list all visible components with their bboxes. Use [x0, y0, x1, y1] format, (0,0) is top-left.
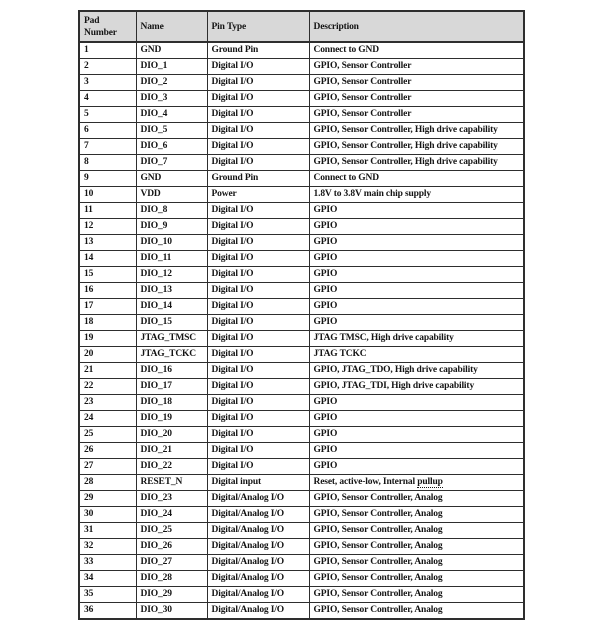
cell-name: DIO_22 [136, 459, 207, 475]
table-row [79, 315, 524, 331]
cell-pin-type: Digital I/O [207, 155, 309, 171]
cell-pin-type: Digital I/O [207, 91, 309, 107]
cell-pad-number: 13 [79, 235, 136, 251]
cell-name: DIO_19 [136, 411, 207, 427]
cell-name: DIO_6 [136, 139, 207, 155]
cell-pin-type: Digital I/O [207, 267, 309, 283]
cell-description: GPIO [309, 267, 524, 283]
cell-description: GPIO, Sensor Controller [309, 91, 524, 107]
cell-description: GPIO, Sensor Controller, Analog [309, 603, 524, 620]
table-row [79, 123, 524, 139]
cell-description: JTAG TCKC [309, 347, 524, 363]
table-row [79, 523, 524, 539]
cell-pad-number: 17 [79, 299, 136, 315]
cell-pin-type: Digital I/O [207, 251, 309, 267]
table-row [79, 107, 524, 123]
cell-pin-type: Digital I/O [207, 395, 309, 411]
cell-name: DIO_17 [136, 379, 207, 395]
table-row [79, 42, 524, 59]
cell-pin-type: Digital/Analog I/O [207, 603, 309, 620]
cell-pin-type: Digital I/O [207, 315, 309, 331]
cell-pin-type: Digital input [207, 475, 309, 491]
cell-description: Connect to GND [309, 42, 524, 59]
cell-pin-type: Digital/Analog I/O [207, 571, 309, 587]
table-row [79, 299, 524, 315]
cell-pad-number: 30 [79, 507, 136, 523]
table-body [79, 42, 524, 619]
cell-description: GPIO, Sensor Controller, Analog [309, 555, 524, 571]
table-row [79, 443, 524, 459]
cell-name: DIO_7 [136, 155, 207, 171]
cell-pad-number: 18 [79, 315, 136, 331]
cell-description: 1.8V to 3.8V main chip supply [309, 187, 524, 203]
table-row [79, 155, 524, 171]
cell-name: DIO_24 [136, 507, 207, 523]
cell-description: GPIO, Sensor Controller, High drive capability [309, 139, 524, 155]
table-row [79, 475, 524, 491]
cell-description: Connect to GND [309, 171, 524, 187]
cell-pin-type: Digital/Analog I/O [207, 539, 309, 555]
cell-pin-type: Digital/Analog I/O [207, 491, 309, 507]
cell-description: GPIO [309, 395, 524, 411]
cell-pad-number: 36 [79, 603, 136, 620]
cell-description: GPIO [309, 251, 524, 267]
cell-name: DIO_20 [136, 427, 207, 443]
cell-pin-type: Digital I/O [207, 203, 309, 219]
cell-pad-number: 3 [79, 75, 136, 91]
cell-name: DIO_27 [136, 555, 207, 571]
cell-pad-number: 9 [79, 171, 136, 187]
table-row [79, 459, 524, 475]
cell-name: DIO_5 [136, 123, 207, 139]
cell-description: GPIO, Sensor Controller, Analog [309, 571, 524, 587]
cell-pad-number: 35 [79, 587, 136, 603]
header-pad-number: Pad Number [79, 11, 136, 42]
cell-description: GPIO [309, 427, 524, 443]
cell-pad-number: 29 [79, 491, 136, 507]
cell-description: GPIO, Sensor Controller, High drive capability [309, 123, 524, 139]
cell-description: GPIO [309, 315, 524, 331]
cell-description: GPIO [309, 235, 524, 251]
table-row [79, 395, 524, 411]
header-name: Name [136, 11, 207, 42]
cell-pin-type: Digital I/O [207, 347, 309, 363]
table-row [79, 235, 524, 251]
cell-description: GPIO [309, 443, 524, 459]
cell-pad-number: 22 [79, 379, 136, 395]
table-row [79, 59, 524, 75]
cell-description: GPIO [309, 411, 524, 427]
cell-description: JTAG TMSC, High drive capability [309, 331, 524, 347]
cell-pad-number: 27 [79, 459, 136, 475]
cell-name: DIO_28 [136, 571, 207, 587]
cell-pad-number: 20 [79, 347, 136, 363]
cell-description: GPIO, Sensor Controller, High drive capability [309, 155, 524, 171]
cell-description: GPIO, JTAG_TDO, High drive capability [309, 363, 524, 379]
cell-pad-number: 32 [79, 539, 136, 555]
header-description: Description [309, 11, 524, 42]
table-row [79, 139, 524, 155]
cell-name: VDD [136, 187, 207, 203]
cell-pad-number: 4 [79, 91, 136, 107]
table-row [79, 347, 524, 363]
header-pin-type: Pin Type [207, 11, 309, 42]
cell-pin-type: Digital I/O [207, 331, 309, 347]
cell-pad-number: 33 [79, 555, 136, 571]
cell-pad-number: 7 [79, 139, 136, 155]
cell-name: DIO_2 [136, 75, 207, 91]
cell-pin-type: Digital I/O [207, 459, 309, 475]
table-row [79, 75, 524, 91]
cell-name: DIO_29 [136, 587, 207, 603]
underlined-word: pullup [417, 477, 443, 487]
cell-pin-type: Digital I/O [207, 107, 309, 123]
cell-pin-type: Digital/Analog I/O [207, 587, 309, 603]
cell-pin-type: Digital I/O [207, 283, 309, 299]
cell-pin-type: Digital I/O [207, 123, 309, 139]
cell-name: GND [136, 171, 207, 187]
cell-pin-type: Digital I/O [207, 299, 309, 315]
table-row [79, 539, 524, 555]
cell-description: GPIO, Sensor Controller [309, 59, 524, 75]
cell-pin-type: Digital I/O [207, 363, 309, 379]
cell-description: GPIO, Sensor Controller, Analog [309, 523, 524, 539]
cell-pad-number: 26 [79, 443, 136, 459]
cell-name: DIO_14 [136, 299, 207, 315]
cell-description: GPIO, Sensor Controller, Analog [309, 507, 524, 523]
cell-pin-type: Ground Pin [207, 42, 309, 59]
cell-name: JTAG_TMSC [136, 331, 207, 347]
cell-description: GPIO [309, 219, 524, 235]
cell-name: DIO_9 [136, 219, 207, 235]
cell-name: DIO_8 [136, 203, 207, 219]
cell-pad-number: 6 [79, 123, 136, 139]
cell-description: GPIO, Sensor Controller [309, 75, 524, 91]
pad-description-table [78, 10, 525, 620]
cell-pin-type: Power [207, 187, 309, 203]
cell-pin-type: Digital I/O [207, 219, 309, 235]
cell-description: GPIO, Sensor Controller [309, 107, 524, 123]
cell-pin-type: Digital I/O [207, 139, 309, 155]
header-row [79, 11, 524, 42]
cell-description: GPIO, Sensor Controller, Analog [309, 587, 524, 603]
table-row [79, 379, 524, 395]
cell-pad-number: 28 [79, 475, 136, 491]
cell-description: GPIO [309, 299, 524, 315]
cell-name: DIO_26 [136, 539, 207, 555]
table-row [79, 555, 524, 571]
cell-pin-type: Digital I/O [207, 235, 309, 251]
table-row [79, 507, 524, 523]
table-row [79, 331, 524, 347]
table-row [79, 283, 524, 299]
cell-pin-type: Digital/Analog I/O [207, 555, 309, 571]
table-row [79, 491, 524, 507]
table-row [79, 587, 524, 603]
table-row [79, 187, 524, 203]
cell-name: DIO_16 [136, 363, 207, 379]
cell-name: DIO_4 [136, 107, 207, 123]
cell-pad-number: 11 [79, 203, 136, 219]
cell-pin-type: Digital/Analog I/O [207, 507, 309, 523]
cell-description: GPIO, Sensor Controller, Analog [309, 491, 524, 507]
table-row [79, 91, 524, 107]
cell-description: GPIO [309, 283, 524, 299]
cell-pad-number: 14 [79, 251, 136, 267]
cell-pad-number: 5 [79, 107, 136, 123]
cell-pad-number: 2 [79, 59, 136, 75]
table-row [79, 203, 524, 219]
cell-name: DIO_23 [136, 491, 207, 507]
cell-name: DIO_21 [136, 443, 207, 459]
cell-pad-number: 16 [79, 283, 136, 299]
cell-name: DIO_10 [136, 235, 207, 251]
cell-pad-number: 10 [79, 187, 136, 203]
cell-description: GPIO [309, 459, 524, 475]
cell-description: Reset, active-low, Internal pullup [309, 475, 524, 491]
table-row [79, 427, 524, 443]
cell-pad-number: 23 [79, 395, 136, 411]
cell-pad-number: 34 [79, 571, 136, 587]
cell-pin-type: Digital I/O [207, 75, 309, 91]
cell-pin-type: Digital I/O [207, 443, 309, 459]
cell-pin-type: Digital I/O [207, 427, 309, 443]
cell-pad-number: 21 [79, 363, 136, 379]
cell-name: DIO_12 [136, 267, 207, 283]
cell-pin-type: Digital I/O [207, 379, 309, 395]
table-row [79, 251, 524, 267]
cell-pin-type: Digital/Analog I/O [207, 523, 309, 539]
cell-pad-number: 24 [79, 411, 136, 427]
cell-name: GND [136, 42, 207, 59]
cell-name: DIO_15 [136, 315, 207, 331]
cell-pin-type: Digital I/O [207, 59, 309, 75]
cell-name: RESET_N [136, 475, 207, 491]
table-row [79, 571, 524, 587]
cell-description: GPIO [309, 203, 524, 219]
cell-pad-number: 1 [79, 42, 136, 59]
table-row [79, 411, 524, 427]
cell-pad-number: 15 [79, 267, 136, 283]
cell-name: DIO_30 [136, 603, 207, 620]
cell-pin-type: Digital I/O [207, 411, 309, 427]
table-row [79, 267, 524, 283]
cell-name: DIO_25 [136, 523, 207, 539]
cell-pad-number: 8 [79, 155, 136, 171]
cell-pin-type: Ground Pin [207, 171, 309, 187]
cell-name: DIO_18 [136, 395, 207, 411]
table-row [79, 219, 524, 235]
table-row [79, 603, 524, 620]
cell-name: DIO_13 [136, 283, 207, 299]
cell-name: JTAG_TCKC [136, 347, 207, 363]
cell-pad-number: 12 [79, 219, 136, 235]
cell-description: GPIO, JTAG_TDI, High drive capability [309, 379, 524, 395]
table-row [79, 363, 524, 379]
cell-pad-number: 31 [79, 523, 136, 539]
cell-pad-number: 25 [79, 427, 136, 443]
table-row [79, 171, 524, 187]
cell-name: DIO_1 [136, 59, 207, 75]
cell-description: GPIO, Sensor Controller, Analog [309, 539, 524, 555]
cell-pad-number: 19 [79, 331, 136, 347]
cell-name: DIO_11 [136, 251, 207, 267]
cell-name: DIO_3 [136, 91, 207, 107]
